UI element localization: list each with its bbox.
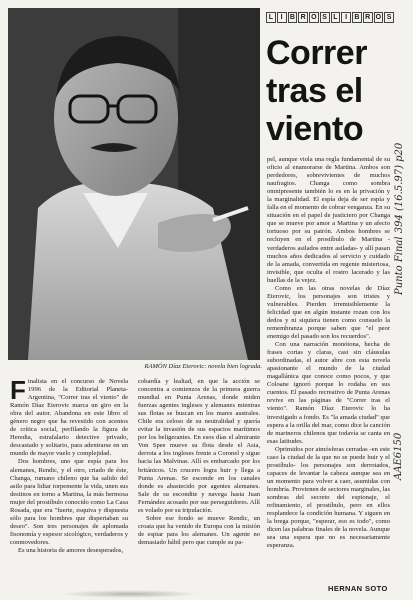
paragraph: Como en las otras novelas de Díaz Eterovic, los personajes son tristes y vulnerables. Pierden irremisiblemente la felicidad que en algún instante rozan con los dedos y ni siquiera tienen como consuelo la remembranza porque saben que "el peor enemigo del pasado son los recuerdos". <box>267 284 390 341</box>
drop-cap: F <box>10 378 26 405</box>
handwritten-source-note: Punto Final 394 (16.5.97) p20 <box>394 142 405 295</box>
paragraph: Dos hombres, uno que espía para los alemanes, Rendic, y el otro, criado de éste, Changa, rumano chileno que ha salido del asilo para lidiar torpemente la vida, unen sus destinos en torno a Martina, la más hermosa mujer del prostíbulo conocido como La Casa Rosada, que era "fuerte, esquiva y dispuesta sólo para los hombres que dispertaban su deseo". Son tres personajes de aplomada fisonomía y espesor sicológico, verdaderos y conmovedores. <box>10 458 128 546</box>
author-byline: HERNAN SOTO <box>328 584 388 593</box>
headline-line: Correr <box>266 34 367 72</box>
author-portrait-illustration <box>8 8 260 360</box>
article-headline <box>266 34 396 148</box>
photo-caption: RAMÓN Díaz Eterovic: novela bien lograda. <box>144 363 262 370</box>
paragraph: Es una historia de amores desesperados, <box>18 546 124 554</box>
handwritten-archive-code: AAE6150 <box>393 432 404 480</box>
paragraph: cobardía y lealtad, en que la acción se concentra a comienzos de la primera guerra mundial en Punta Arenas, donde miden fuerzas agentes ingleses y alemanes mientras sus flotas se buscan en los mares australes. Chile era celoso de su neutralidad y quería evitar la invasión de sus espacios marítimos por los beligerantes. En esos días el almirante Von Spee mueve su flota desde el Asia, derrota a los ingleses frente a Coronel y sigue hacia las Malvinas. Allí es embarcado por los británicos. Un crucero logra huir y llega a Punta Arenas. Se esconde en los canales donde es abastecido por agentes alemanes. Sale de su escondite y navega hasta Juan Fernández acosado por sus perseguidores. Allí es volado por su tripulación. <box>138 378 260 514</box>
paragraph: Finalista en el concurso de Novela 1996 de la Editorial Planeta-Argentina, "Correr tras el viento" de Ramón Díaz Eterovic marca un giro en la obra del autor. Abandona en este libro el género negro que ha revestido con acentos de crítica social, perfilando la figura de Heredia, estrafalario detective privado, descastado y solitario, para adentrarse en un mundo de mayor vuelo y complejidad. <box>10 378 128 458</box>
paragraph: Oprimidos por atmósferas cerradas -en este caso la ciudad de la que no se puede huir y el prostíbulo- los personajes son derrotados, capaces de levantar la cabeza aunque sea en un momento para volver a caer, asumidas con hombría. Provienen de sectores marginales, las sombras del secreto del espionaje, el refinamiento, el prostíbulo, pero en ellos resplandece la condición humana. Y siguen en la brega porque, "esperar, eso es todo", como dicen las palabras finales de la novela. Aunque sea una espera que no es necesariamente esperanza. <box>267 445 390 550</box>
print-smudge <box>60 590 200 598</box>
section-label: L I B R O S L I B R O S <box>266 12 394 24</box>
headline-line: viento <box>266 110 364 148</box>
article-column-right <box>267 156 390 576</box>
author-photo <box>8 8 260 360</box>
headline-line: tras el <box>266 72 363 110</box>
paragraph: Sobre ese fondo se mueve Rendic, un croata que ha venido de Europa con la misión de espiar para los alemanes. Un agente no demasiado hábil pero que cumple su pa- <box>138 514 260 546</box>
article-column-bottom-left <box>10 378 128 578</box>
paragraph: pel, aunque viola una regla fundamental de su oficio al enamorarse de Martina. Ambos son perdedores, sobrevivientes de muchos naufragios. Changa como sombra omnipresente también lo es en la privación y la marginalidad. El espía deja de ser espía y falla en el momento de cobrar venganza. En su situación en el papel de justiciero por Changa que se mueve por amor a Martina y un afecto tortuoso por su patrón. Ambos hombres se recluyen en el prostíbulo de Martina -verdaderos asilados entre asiladas- y allí pasan muchos años dedicados al servicio y cuidado de la amada, convertida en regente misteriosa, invisible, que oculta el rostro lacerado y las huellas de la vejez. <box>267 156 390 284</box>
article-column-bottom-middle <box>138 378 260 578</box>
paragraph: Con una narración monótona, hecha de frases cortas y claras, casi sin cláusulas subordinadas, el autor abre con esta novela apasionante el mundo de la ciudad magallánica que conoce como pocos, y que Coloane ignoró porque lo rodaba en sus cuentos. El pasado recreativo de Punta Arenas revive en las páginas de "Correr tras el viento". Ramón Díaz Eterovic lo ha investigado a fondo. Es "la amada ciudad" que espera a la orilla del mar, como dice la canción de marineros chilenos que todavía se canta en esas latitudes. <box>267 341 390 445</box>
